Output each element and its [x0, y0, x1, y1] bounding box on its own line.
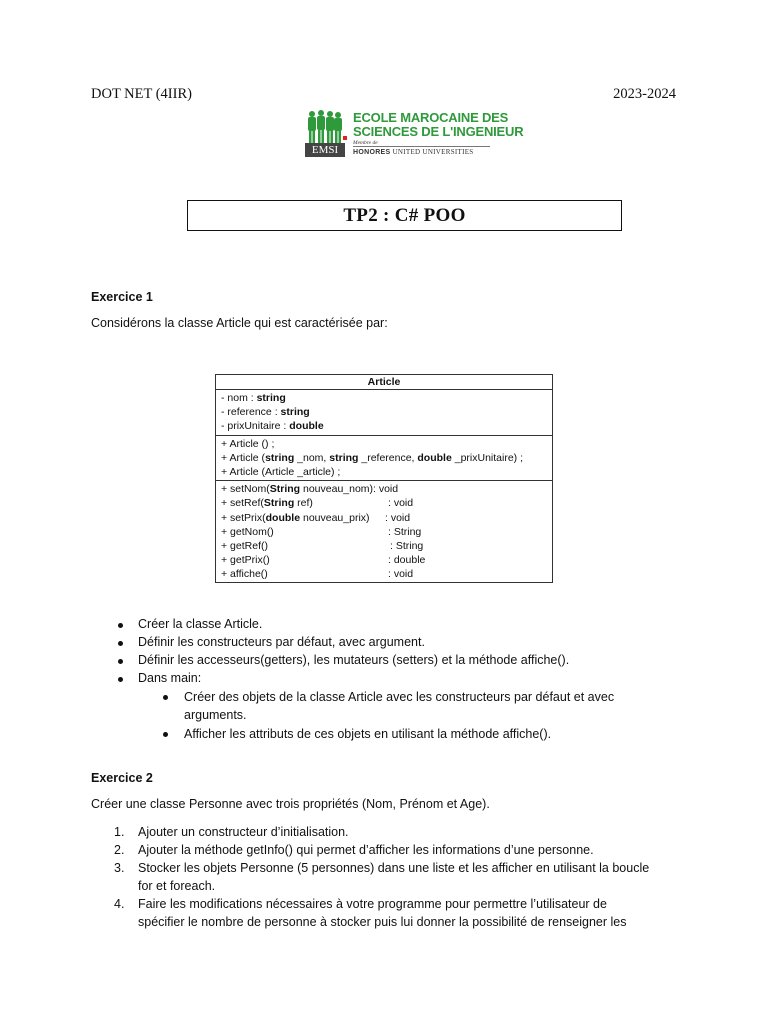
figures-logo-icon	[305, 110, 345, 144]
bullet-dot	[118, 623, 123, 628]
logo-honores: HONORES UNITED UNIVERSITIES	[353, 148, 474, 156]
uml-constructors	[216, 436, 552, 482]
sub-bullet-dot	[163, 732, 168, 737]
exercise2-heading: Exercice 2	[91, 771, 153, 785]
uml-constructor: + Article (string _nom, string _reference, double _prixUnitaire) ;	[221, 451, 524, 464]
uml-method: + getRef() : String	[221, 539, 424, 552]
uml-method: + getNom() : String	[221, 525, 422, 538]
sub-bullet-item: Afficher les attributs de ces objets en utilisant la méthode affiche().	[184, 727, 552, 741]
uml-method: + setRef(String ref) : void	[221, 497, 414, 510]
page-title: TP2 : C# POO	[343, 204, 466, 226]
exercise1-intro: Considérons la classe Article qui est caractérisée par:	[91, 316, 388, 330]
uml-constructor: + Article () ;	[221, 437, 275, 450]
list-number: 4.	[114, 897, 125, 911]
logo-membre: Membre de	[353, 140, 378, 146]
uml-constructor: + Article (Article _article) ;	[221, 465, 341, 478]
title-box	[187, 200, 622, 231]
list-number: 1.	[114, 825, 125, 839]
uml-attributes	[216, 390, 552, 436]
sub-bullet-continuation: arguments.	[184, 708, 247, 722]
list-item: Ajouter un constructeur d’initialisation.	[138, 825, 349, 839]
uml-method: + setNom(String nouveau_nom) : void	[221, 483, 399, 496]
bullet-item: Dans main:	[138, 671, 202, 685]
list-item-continuation: spécifier le nombre de personne à stocker puis lui donner la possibilité de renseigner les	[138, 915, 627, 929]
uml-attribute: - reference : string	[221, 406, 310, 419]
list-number: 2.	[114, 843, 125, 857]
logo-emsi: EMSI	[305, 143, 345, 157]
list-item: Faire les modifications nécessaires à votre programme pour permettre l’utilisateur de	[138, 897, 607, 911]
list-item: Stocker les objets Personne (5 personnes) dans une liste et les afficher en utilisant la boucle	[138, 861, 650, 875]
sub-bullet-dot	[163, 695, 168, 700]
list-item-continuation: for et foreach.	[138, 879, 216, 893]
logo-line1: ECOLE MAROCAINE DES	[353, 110, 509, 125]
uml-method: + setPrix(double nouveau_prix) : void	[221, 511, 411, 524]
list-number: 3.	[114, 861, 125, 875]
logo-divider	[353, 146, 490, 147]
bullet-item: Définir les constructeurs par défaut, avec argument.	[138, 635, 425, 649]
uml-class-diagram	[215, 374, 553, 583]
bullet-dot	[118, 677, 123, 682]
uml-attribute: - prixUnitaire : double	[221, 420, 324, 433]
exercise2-intro: Créer une classe Personne avec trois propriétés (Nom, Prénom et Age).	[91, 797, 490, 811]
uml-class-name: Article	[216, 375, 552, 390]
list-item: Ajouter la méthode getInfo() qui permet d’afficher les informations d’une personne.	[138, 843, 594, 857]
sub-bullet-item: Créer des objets de la classe Article avec les constructeurs par défaut et avec	[184, 690, 615, 704]
exercise1-heading: Exercice 1	[91, 290, 153, 304]
bullet-dot	[118, 659, 123, 664]
logo-red-mark	[343, 136, 347, 140]
bullet-item: Définir les accesseurs(getters), les mutateurs (setters) et la méthode affiche().	[138, 653, 570, 667]
logo-line2: SCIENCES DE L'INGENIEUR	[353, 124, 524, 139]
school-logo	[305, 110, 524, 160]
bullet-dot	[118, 641, 123, 646]
uml-method: + affiche() : void	[221, 568, 414, 581]
uml-attribute: - nom : string	[221, 392, 286, 404]
header-course: DOT NET (4IIR)	[91, 86, 192, 102]
header-year: 2023-2024	[613, 86, 676, 102]
uml-methods	[216, 481, 552, 582]
bullet-item: Créer la classe Article.	[138, 617, 263, 631]
uml-method: + getPrix() : double	[221, 554, 426, 567]
